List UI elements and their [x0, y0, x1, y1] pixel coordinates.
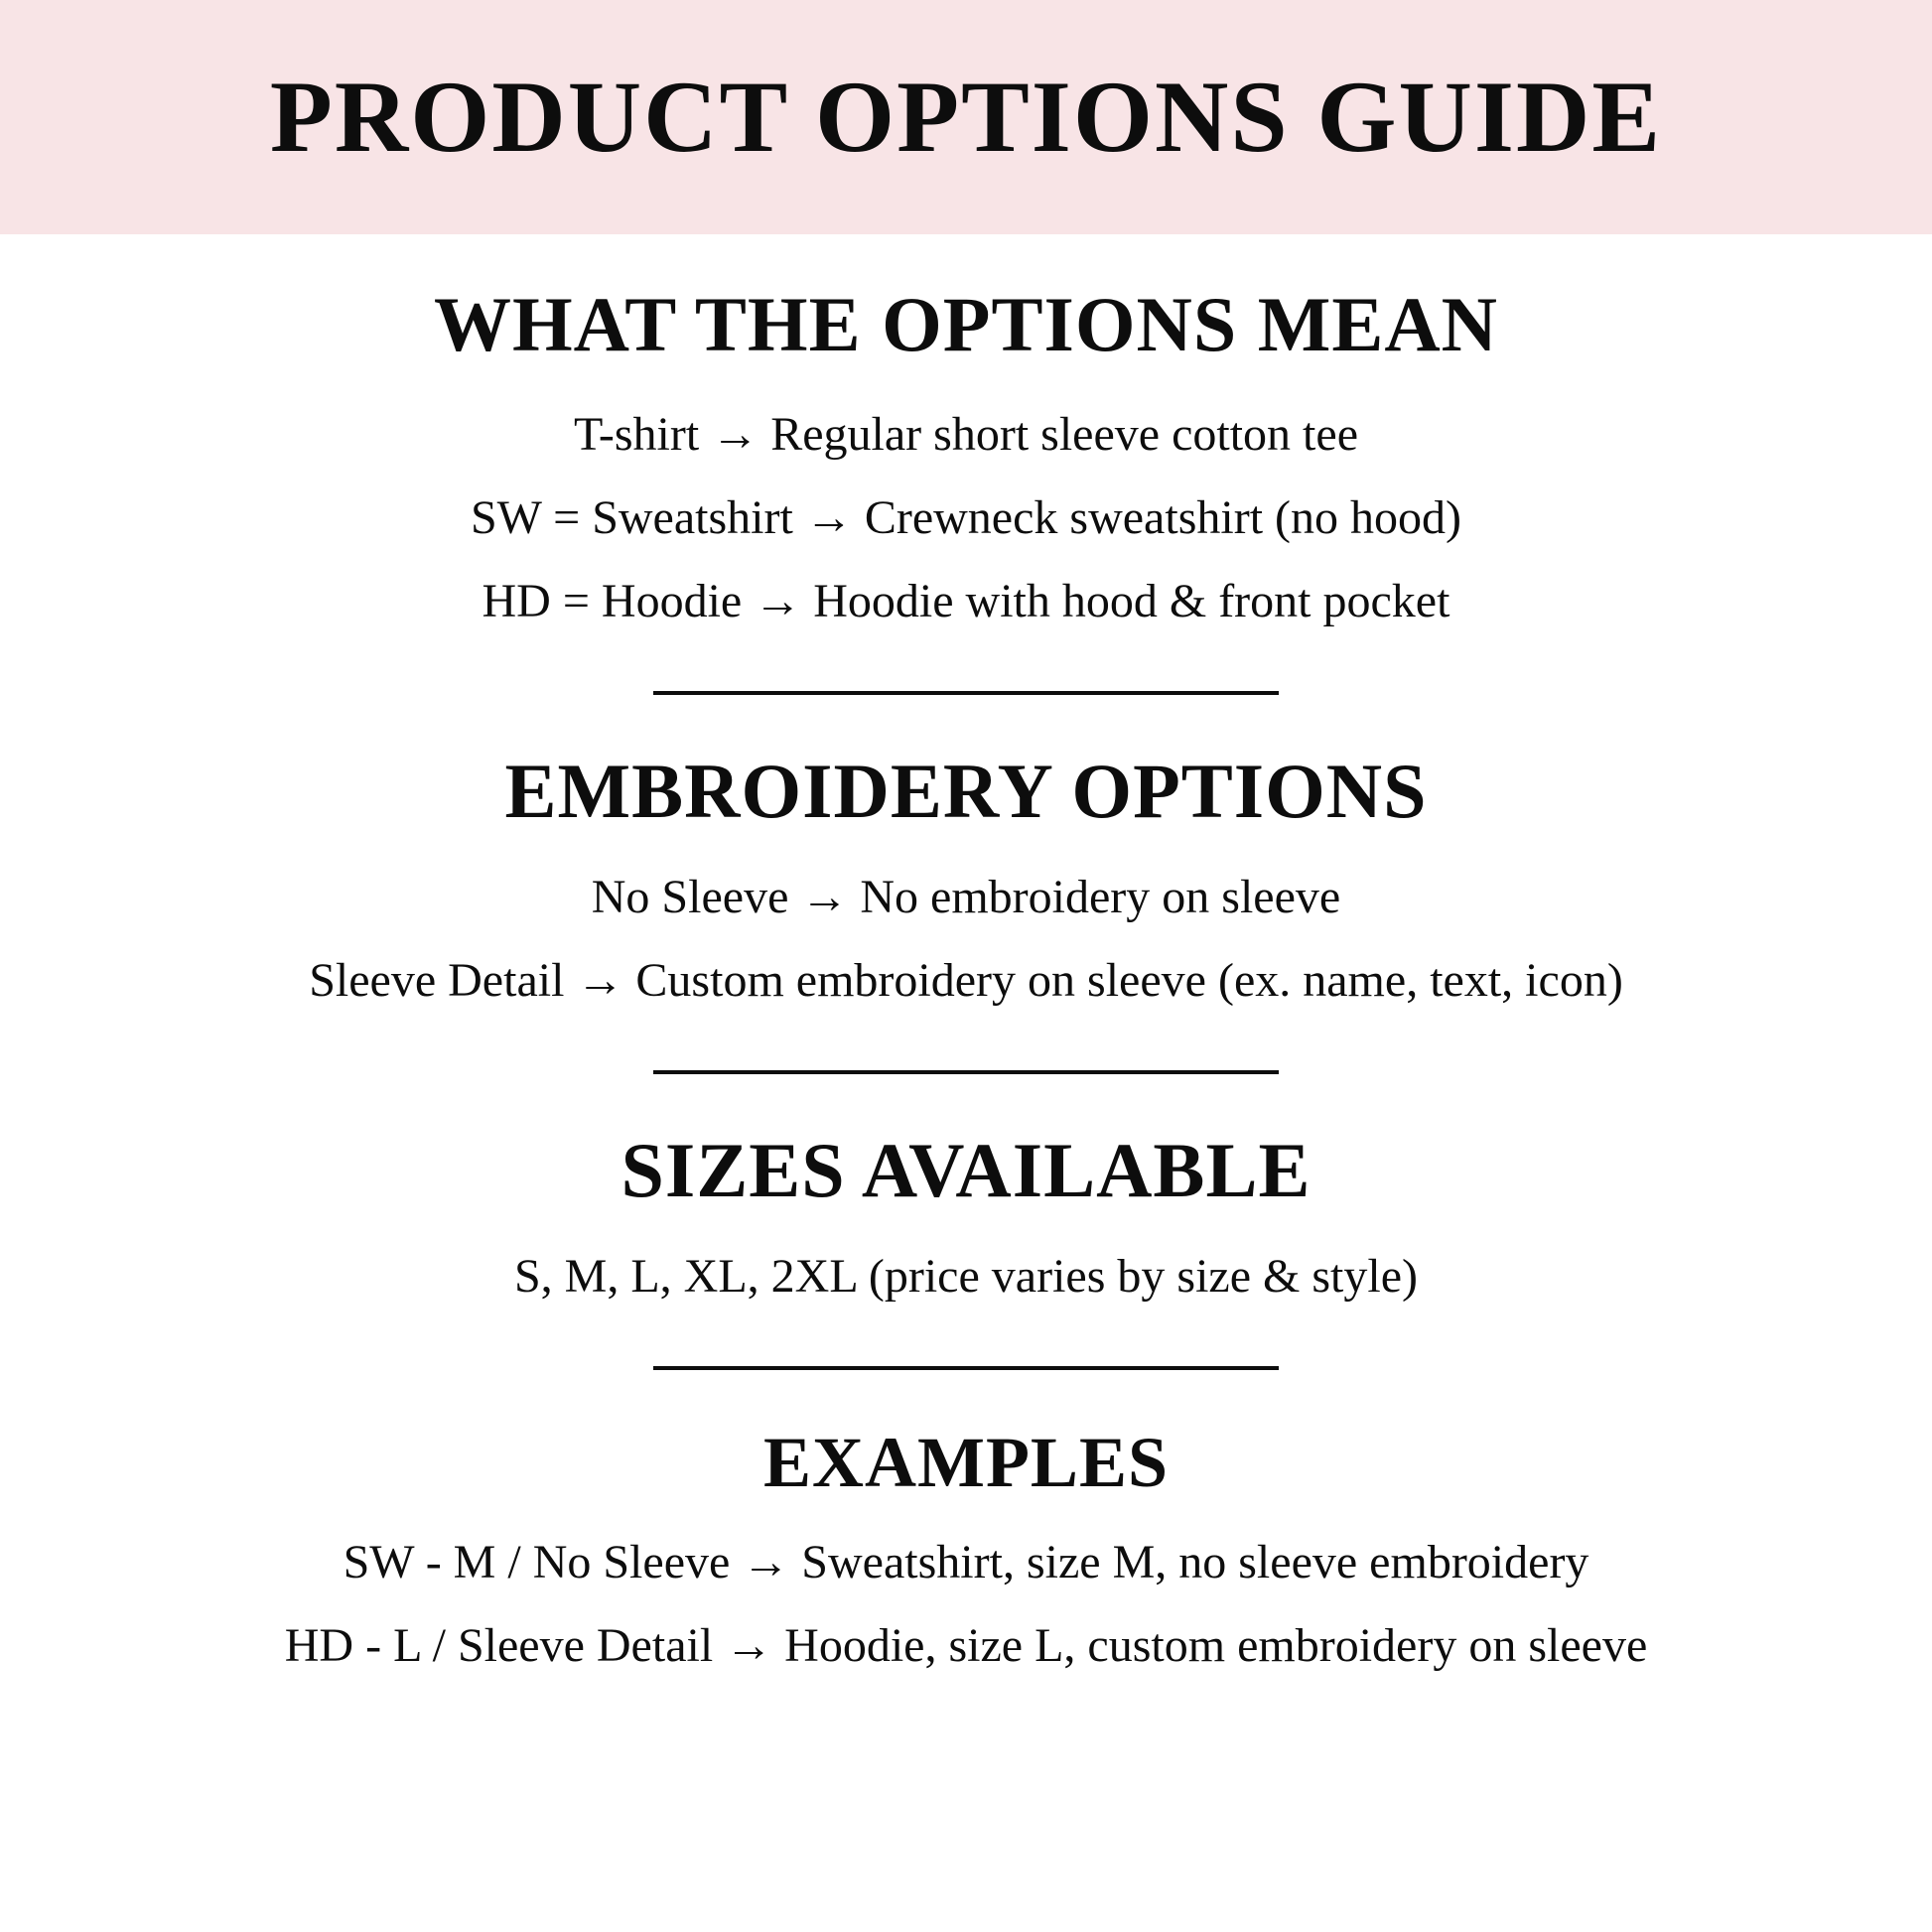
- section-heading: WHAT THE OPTIONS MEAN: [433, 281, 1499, 367]
- section-heading: EXAMPLES: [762, 1423, 1170, 1503]
- section-divider: [653, 1366, 1279, 1370]
- section-heading: SIZES AVAILABLE: [621, 1127, 1311, 1214]
- section-heading: EMBROIDERY OPTIONS: [504, 748, 1428, 835]
- section-what-the-options-mean: [40, 234, 1892, 635]
- section-divider: [653, 691, 1279, 695]
- page-title: PRODUCT OPTIONS GUIDE: [269, 60, 1663, 174]
- section-lines: [285, 1529, 1648, 1680]
- section-line: SW = Sweatshirt → Crewneck sweatshirt (no hood): [470, 490, 1461, 544]
- section-divider: [653, 1070, 1279, 1074]
- section-line: Sleeve Detail → Custom embroidery on sleeve (ex. name, text, icon): [309, 954, 1623, 1008]
- section-lines: [309, 864, 1623, 1015]
- page-header-banner: [0, 0, 1932, 234]
- section-line: HD = Hoodie → Hoodie with hood & front pocket: [482, 575, 1450, 628]
- section-line: No Sleeve → No embroidery on sleeve: [591, 871, 1341, 924]
- section-embroidery-options: [40, 741, 1892, 1015]
- guide-content: [0, 234, 1932, 1932]
- section-line: T-shirt → Regular short sleeve cotton tee: [573, 407, 1358, 461]
- section-lines: [514, 1243, 1418, 1311]
- section-sizes-available: [40, 1120, 1892, 1311]
- section-lines: [471, 401, 1461, 635]
- section-line: S, M, L, XL, 2XL (price varies by size & style): [513, 1250, 1418, 1304]
- section-line: SW - M / No Sleeve → Sweatshirt, size M, no sleeve embroidery: [343, 1535, 1589, 1588]
- section-examples: [40, 1416, 1892, 1680]
- section-line: HD - L / Sleeve Detail → Hoodie, size L, custom embroidery on sleeve: [284, 1618, 1648, 1672]
